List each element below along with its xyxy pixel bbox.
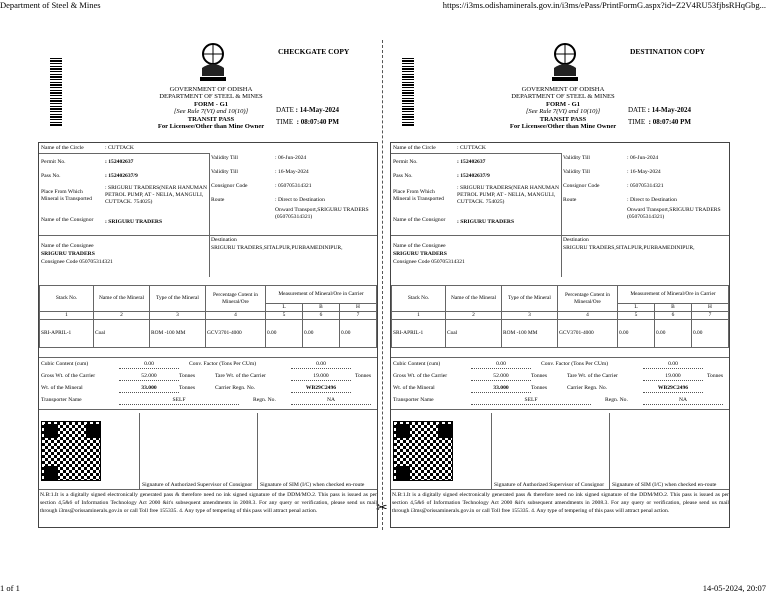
ccode: : 050705314321 [275,183,312,189]
table-sub-0: L [266,304,303,312]
dest: SRIGURU TRADERS,SITALPUR,PURBAMEDINIPUR, [563,245,695,251]
form: FORM - G1 [193,100,229,108]
page-url: https://i3ms.odishaminerals.gov.in/i3ms/ePass/PrintFormG.aspx?id=Z2V4RU53fjbsRHqGbg... [442,0,766,10]
table-row-3: GCV3701-4000 [206,320,266,348]
ccode-lbl: Consignor Code [563,183,600,189]
table-h-2: Type of the Mineral [502,286,558,312]
type: TRANSIT PASS [187,115,235,123]
table-h-0: Stack No. [40,286,94,312]
tonnes: Tonnes [707,373,724,379]
table-nums-5: 6 [654,312,691,320]
permit: : 152402637 [105,159,134,165]
table-sub-1: B [302,304,339,312]
valid2: : 16-May-2024 [275,169,309,175]
table-row-6: 0.00 [339,320,376,348]
table-row-0: SRI-APRIL-1 [392,320,446,348]
wt: 33.000 [119,385,179,393]
cubic-lbl: Cubic Content (cum) [41,361,89,367]
odisha-emblem-icon [548,40,582,84]
table-nums-6: 7 [691,312,728,320]
place: : SRIGURU TRADERS(NEAR HANUMAN PETROL PUMP, AT - NELIA, MANGULI, CUTTACK. 754025) [105,185,207,205]
table-row-2: ROM -100 MM [502,320,558,348]
print-timestamp: 14-05-2024, 20:07 [702,583,766,593]
route: : Direct to Destination [275,197,325,203]
rule: [See Rule 7(VI) and 10(10)] [525,108,601,116]
table-h-4: Measurement of Mineral/Ore in Carrier [266,286,377,304]
table-row [40,320,377,348]
date: : 14-May-2024 [295,106,339,114]
tare: 19.000 [291,373,351,381]
table-row-4: 0.00 [618,320,655,348]
tonnes: Tonnes [531,373,548,379]
stack-table [391,285,729,348]
ccode-lbl: Consignor Code [211,183,248,189]
consignee-lbl: Name of the Consignee [393,243,446,249]
tonnes: Tonnes [531,385,548,391]
browser-title: Department of Steel & Mines [0,0,101,10]
table-h-0: Stack No. [392,286,446,312]
for: For Licensee/Other than Mine Owner [509,123,617,131]
route-lbl: Route [211,197,225,203]
ccode: : 050705314321 [627,183,664,189]
circle: : CUTTACK [105,145,134,151]
circle-lbl: Name of the Circle [393,145,436,151]
trans-lbl: Transporter Name [41,397,82,403]
reg: WB29C2496 [291,385,351,393]
trans: SELF [471,397,591,405]
copy-label: CHECKGATE COPY [278,47,350,56]
passno-lbl: Pass No. [393,173,413,179]
place-lbl: Place From Which Mineral is Transported [393,189,444,202]
conv: 0.00 [291,361,351,369]
sig1: Signature of Authorized Supervisor of Consignor [142,482,253,488]
tare-lbl: Tare Wt. of the Carrier [567,373,618,379]
passno-lbl: Pass No. [41,173,61,179]
table-sub-2: H [691,304,728,312]
form: FORM - G1 [545,100,581,108]
table-row-6: 0.00 [691,320,728,348]
consignee-code: Consignee Code 050705314321 [41,259,113,265]
valid1: : 06-Jun-2024 [627,155,659,161]
consignor-signature [491,413,609,489]
tare-lbl: Tare Wt. of the Carrier [215,373,266,379]
table-sub-2: H [339,304,376,312]
stack-table [39,285,377,348]
table-nums-6: 7 [339,312,376,320]
table-nums-2: 3 [150,312,206,320]
dept: DEPARTMENT OF STEEL & MINES [511,93,615,101]
table-row-5: 0.00 [302,320,339,348]
sig2: Signature of SIM (I/C) when checked en-route [260,482,365,488]
cut-line [382,40,383,530]
table-row-0: SRI-APRIL-1 [40,320,94,348]
transit-pass-copy [390,38,730,528]
wt-lbl: Wt. of the Mineral [393,385,435,391]
page-count: 1 of 1 [0,583,20,593]
date-lbl: DATE [276,106,294,114]
onward: Onward Transport,SRIGURU TRADERS (050705314321) [627,207,721,220]
qr-code [41,421,101,481]
wt: 33.000 [471,385,531,393]
valid1: : 06-Jun-2024 [275,155,307,161]
consignor: : SRIGURU TRADERS [457,219,515,225]
gov: GOVERNMENT OF ODISHA [521,86,605,93]
permit-lbl: Permit No. [393,159,418,165]
trans-lbl: Transporter Name [393,397,434,403]
table-h-2: Type of the Mineral [150,286,206,312]
sig1: Signature of Authorized Supervisor of Consignor [494,482,605,488]
gov: GOVERNMENT OF ODISHA [169,86,253,93]
time-lbl: TIME [276,118,294,126]
legal-notes: N.B:1.It is a digitally signed electronically generated pass & therefore need no ink signed signature of the DDM/MO.2. This pass is issued as per section 4,5&6 of Information Technology Act 2000 &it's subsequent amendments in 2008.3. For any query or verification, please send us mail through i3ms@orissaminerals.gov.in or call Toll free 155335. 4. Any type of tempering of this pass will attract penal action. [40,492,377,514]
onward: Onward Transport,SRIGURU TRADERS (050705314321) [275,207,369,220]
time: : 08:07:40 PM [648,118,691,126]
sim-signature [257,413,377,489]
copy-label: DESTINATION COPY [630,47,706,56]
for: For Licensee/Other than Mine Owner [157,123,265,131]
table-row-1: Coal [446,320,502,348]
route: : Direct to Destination [627,197,677,203]
pass-details [38,142,378,528]
permit: : 152402637 [457,159,486,165]
conv-lbl: Conv. Factor (Tons Per CUm) [541,361,609,367]
transit-pass-copy [38,38,378,528]
conv: 0.00 [643,361,703,369]
scissors-icon: ✂ [376,500,388,516]
table-sub-1: B [654,304,691,312]
type: TRANSIT PASS [539,115,587,123]
table-nums-3: 4 [206,312,266,320]
table-nums-3: 4 [558,312,618,320]
table-nums-2: 3 [502,312,558,320]
route-lbl: Route [563,197,577,203]
table-row-4: 0.00 [266,320,303,348]
place: : SRIGURU TRADERS(NEAR HANUMAN PETROL PUMP, AT - NELIA, MANGULI, CUTTACK. 754025) [457,185,559,205]
valid2: : 16-May-2024 [627,169,661,175]
passno: : 152402637/9 [457,173,490,179]
consignor-lbl: Name of the Consignor [41,217,94,223]
dest-lbl: Destination [563,237,589,243]
consignor-signature [139,413,257,489]
permit-lbl: Permit No. [41,159,66,165]
date-time [628,104,691,128]
consignor: : SRIGURU TRADERS [105,219,163,225]
place-lbl: Place From Which Mineral is Transported [41,189,92,202]
table-sub-0: L [618,304,655,312]
reg: WB29C2496 [643,385,703,393]
dest-lbl: Destination [211,237,237,243]
table-row-1: Coal [94,320,150,348]
cubic-lbl: Cubic Content (cum) [393,361,441,367]
table-row-2: ROM -100 MM [150,320,206,348]
date-time [276,104,339,128]
dest: SRIGURU TRADERS,SITALPUR,PURBAMEDINIPUR, [211,245,343,251]
consignor-lbl: Name of the Consignor [393,217,446,223]
conv-lbl: Conv. Factor (Tons Per CUm) [189,361,257,367]
time-lbl: TIME [628,118,646,126]
tonnes: Tonnes [355,373,372,379]
wt-lbl: Wt. of the Mineral [41,385,83,391]
consignee-lbl: Name of the Consignee [41,243,94,249]
circle: : CUTTACK [457,145,486,151]
valid1-lbl: Validity Till [563,155,590,161]
regn-lbl: Regn. No. [605,397,628,403]
gross-lbl: Gross Wt. of the Carrier [393,373,448,379]
regn: NA [643,397,723,405]
sig2: Signature of SIM (I/C) when checked en-route [612,482,717,488]
consignee: SRIGURU TRADERS [41,251,95,257]
table-nums-4: 5 [266,312,303,320]
consignee: SRIGURU TRADERS [393,251,447,257]
cubic: 0.00 [471,361,531,369]
table-h-4: Measurement of Mineral/Ore in Carrier [618,286,729,304]
rule: [See Rule 7(VI) and 10(10)] [173,108,249,116]
cubic: 0.00 [119,361,179,369]
reg-lbl: Carrier Regn. No. [215,385,256,391]
regn: NA [291,397,371,405]
date-lbl: DATE [628,106,646,114]
reg-lbl: Carrier Regn. No. [567,385,608,391]
table-row-5: 0.00 [654,320,691,348]
table-h-3: Percentage Cotent in Mineral/Ore [206,286,266,312]
barcode [402,58,414,126]
valid2-lbl: Validity Till [211,169,238,175]
table-nums-4: 5 [618,312,655,320]
tonnes: Tonnes [179,373,196,379]
tare: 19.000 [643,373,703,381]
valid2-lbl: Validity Till [563,169,590,175]
trans: SELF [119,397,239,405]
valid1-lbl: Validity Till [211,155,238,161]
regn-lbl: Regn. No. [253,397,276,403]
sim-signature [609,413,729,489]
legal-notes: N.B:1.It is a digitally signed electronically generated pass & therefore need no ink signed signature of the DDM/MO.2. This pass is issued as per section 4,5&6 of Information Technology Act 2000 &it's subsequent amendments in 2008.3. For any query or verification, please send us mail through i3ms@orissaminerals.gov.in or call Toll free 155335. 4. Any type of tempering of this pass will attract penal action. [392,492,729,514]
table-row-3: GCV3701-4000 [558,320,618,348]
gross: 52.000 [471,373,531,381]
passno: : 152402637/9 [105,173,138,179]
table-row [392,320,729,348]
table-nums-1: 2 [94,312,150,320]
date: : 14-May-2024 [647,106,691,114]
qr-code [393,421,453,481]
table-h-1: Name of the Mineral [94,286,150,312]
dept: DEPARTMENT OF STEEL & MINES [159,93,263,101]
barcode [50,58,62,126]
table-h-1: Name of the Mineral [446,286,502,312]
odisha-emblem-icon [196,40,230,84]
time: : 08:07:40 PM [296,118,339,126]
pass-title [478,86,648,130]
pass-details [390,142,730,528]
gross-lbl: Gross Wt. of the Carrier [41,373,96,379]
circle-lbl: Name of the Circle [41,145,84,151]
pass-title [126,86,296,130]
gross: 52.000 [119,373,179,381]
table-nums-1: 2 [446,312,502,320]
table-h-3: Percentage Cotent in Mineral/Ore [558,286,618,312]
consignee-code: Consignee Code 050705314321 [393,259,465,265]
table-nums-0: 1 [40,312,94,320]
table-nums-0: 1 [392,312,446,320]
tonnes: Tonnes [179,385,196,391]
table-nums-5: 6 [302,312,339,320]
